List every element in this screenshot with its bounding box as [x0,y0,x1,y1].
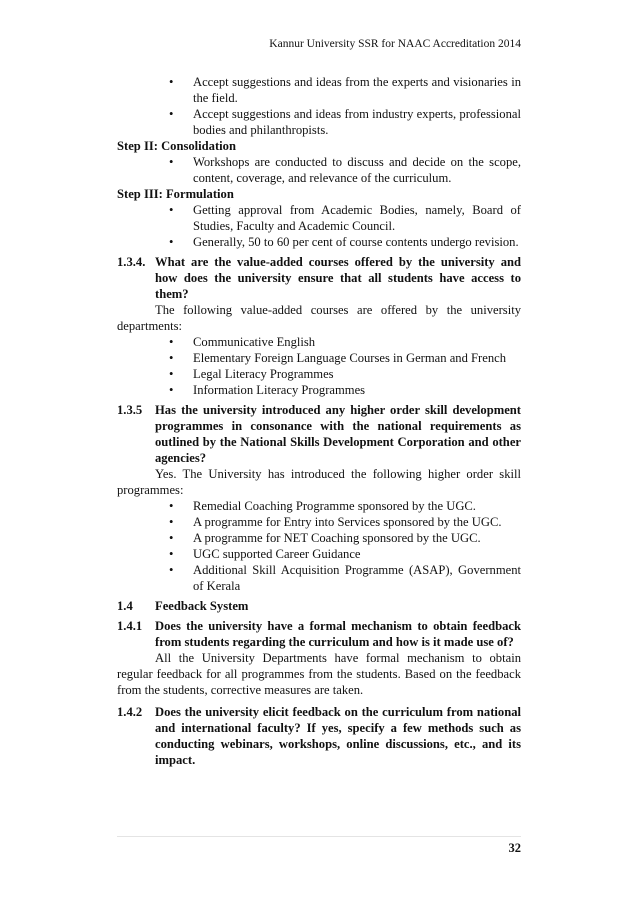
bullet-list-skill-programmes [117,498,521,594]
list-item: • Remedial Coaching Programme sponsored by the UGC. [155,498,521,514]
section-number: 1.4.1 [117,619,143,633]
list-item: • Information Literacy Programmes [155,382,521,398]
footer-divider [117,836,521,837]
answer-paragraph [117,650,521,698]
answer-text: Yes. The University has introduced the following higher order skill programmes: [117,467,521,497]
section-title: Feedback System [155,599,249,613]
page-header: Kannur University SSR for NAAC Accreditation 2014 [269,38,521,50]
list-item: • Accept suggestions and ideas from the experts and visionaries in the field. [155,74,521,106]
list-item: • Getting approval from Academic Bodies, namely, Board of Studies, Faculty and Academic Council. [155,202,521,234]
bullet-list-step2 [117,154,521,186]
question-text: Does the university elicit feedback on the curriculum from national and international faculty? If yes, specify a few methods such as conducting webinars, workshops, online discussions, etc., and its impact. [155,705,521,767]
list-item: • A programme for NET Coaching sponsored by the UGC. [155,530,521,546]
section-number: 1.4 [117,599,133,613]
section-1-4-1-question [117,618,521,650]
answer-paragraph [117,466,521,498]
bullet-list-step1 [117,74,521,138]
question-text: Has the university introduced any higher order skill development programmes in consonance with the national requirements as outlined by the National Skills Development Corporation and other agencies? [155,403,521,465]
document-body [117,74,521,768]
section-1-3-4-question [117,254,521,302]
section-number: 1.4.2 [117,705,143,719]
list-item: • Elementary Foreign Language Courses in German and French [155,350,521,366]
question-text: What are the value-added courses offered by the university and how does the university ensure that all students have access to them? [155,255,521,301]
list-item: • Generally, 50 to 60 per cent of course contents undergo revision. [155,234,521,250]
section-number: 1.3.4. [117,255,146,269]
question-text: Does the university have a formal mechanism to obtain feedback from students regarding the curriculum and how is it made use of? [155,619,521,649]
answer-text: The following value-added courses are offered by the university departments: [117,303,521,333]
page-number: 32 [508,841,521,855]
step-heading-formulation: Step III: Formulation [117,187,234,201]
list-item: • Additional Skill Acquisition Programme (ASAP), Government of Kerala [155,562,521,594]
section-1-4-heading [117,598,521,614]
bullet-list-value-added-courses [117,334,521,398]
list-item: • Communicative English [155,334,521,350]
section-number: 1.3.5 [117,403,143,417]
section-1-4-2-question [117,704,521,768]
list-item: • Accept suggestions and ideas from industry experts, professional bodies and philanthropists. [155,106,521,138]
list-item: • UGC supported Career Guidance [155,546,521,562]
answer-paragraph [117,302,521,334]
answer-text: All the University Departments have formal mechanism to obtain regular feedback for all programmes from the students. Based on the feedback from the students, corrective measures are taken. [117,651,521,697]
section-1-3-5-question [117,402,521,466]
list-item: • Workshops are conducted to discuss and decide on the scope, content, coverage, and relevance of the curriculum. [155,154,521,186]
list-item: • Legal Literacy Programmes [155,366,521,382]
step-heading-consolidation: Step II: Consolidation [117,139,236,153]
list-item: • A programme for Entry into Services sponsored by the UGC. [155,514,521,530]
bullet-list-step3 [117,202,521,250]
